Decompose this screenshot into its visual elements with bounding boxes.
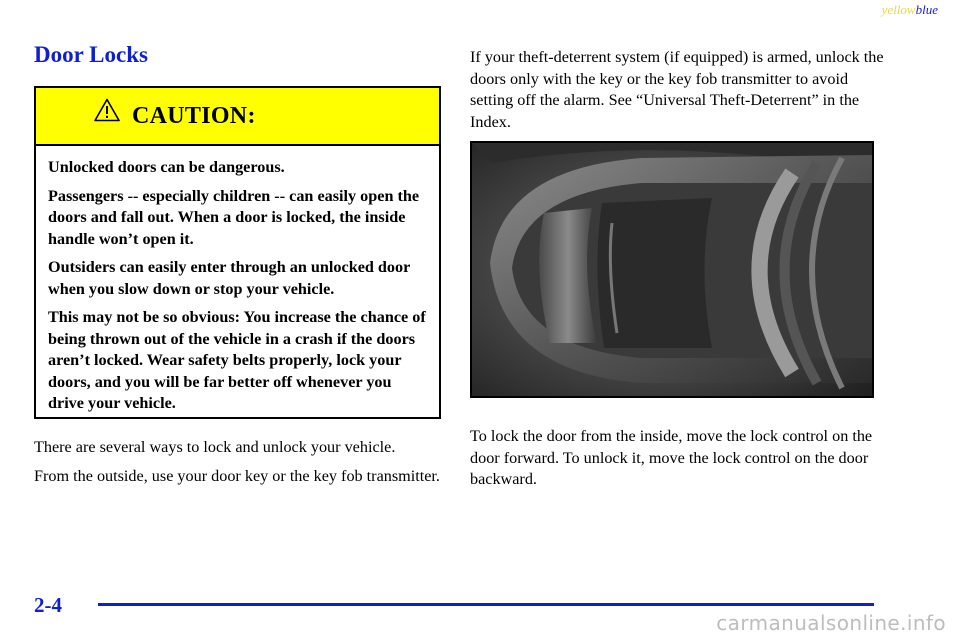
caution-header xyxy=(36,88,439,146)
caution-body xyxy=(36,146,439,415)
color-tag-blue: blue xyxy=(915,2,938,17)
caution-title: CAUTION: xyxy=(132,103,256,129)
page-number: 2-4 xyxy=(34,593,62,617)
watermark: carmanualsonline.info xyxy=(716,611,946,635)
left-column-text xyxy=(34,437,444,495)
caution-paragraph: Unlocked doors can be dangerous. xyxy=(48,158,285,176)
theft-deterrent-paragraph: If your theft-deterrent system (if equipped) is armed, unlock the doors only with the key or the key fob transmitter to avoid setting off the alarm. See “Universal Theft-Deterrent” in the Index. xyxy=(470,48,884,131)
body-paragraph: There are several ways to lock and unlock your vehicle. xyxy=(34,438,396,456)
caution-paragraph: Passengers -- especially children -- can easily open the doors and fall out. When a door is locked, the inside handle won’t open it. xyxy=(48,186,420,248)
color-tag-yellow: yellow xyxy=(881,2,916,17)
body-paragraph: From the outside, use your door key or the key fob transmitter. xyxy=(34,467,440,485)
lock-control-paragraph: To lock the door from the inside, move the lock control on the door forward. To unlock it, move the lock control on the door backward. xyxy=(470,427,873,488)
caution-paragraph: Outsiders can easily enter through an unlocked door when you slow down or stop your vehicle. xyxy=(48,258,411,298)
door-lock-photo xyxy=(470,141,874,398)
caution-paragraph: This may not be so obvious: You increase the chance of being thrown out of the vehicle in a crash if the doors aren’t locked. Wear safety belts properly, lock your doors, and you will be far better off whenever you drive your vehicle. xyxy=(48,308,426,412)
door-handle-illustration xyxy=(472,143,872,396)
caution-box xyxy=(34,86,441,419)
footer-divider xyxy=(98,603,874,606)
color-tag xyxy=(882,2,938,18)
page-title: Door Locks xyxy=(34,42,148,67)
warning-triangle-icon xyxy=(94,98,120,122)
